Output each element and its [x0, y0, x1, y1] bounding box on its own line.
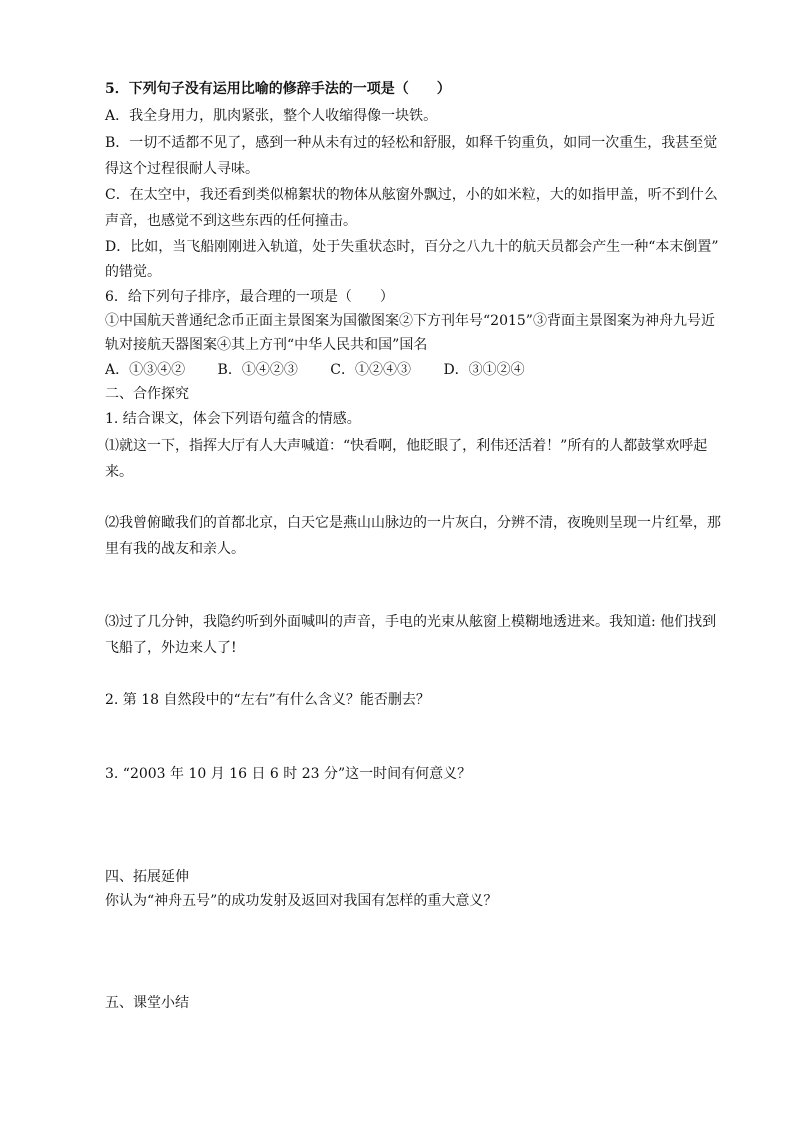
passage-3-cont: 飞船了，外边来人了! [105, 640, 237, 656]
question-5-option-a: A．我全身用力，肌肉紧张，整个人收缩得像一块铁。 [105, 108, 438, 124]
question-6-stem: 6．给下列句子排序，最合理的一项是（ ） [105, 289, 394, 305]
question-5-option-b: B．一切不适都不见了，感到一种从未有过的轻松和舒服，如释千钧重负，如同一次重生，我甚至觉 [105, 135, 718, 151]
section-5-title: 五、课堂小结 [105, 995, 189, 1011]
section-2-question-3: 3. “2003 年 10 月 16 日 6 时 23 分”这一时间有何意义？ [105, 766, 472, 782]
question-5-option-b-cont: 得这个过程很耐人寻味。 [105, 161, 259, 177]
question-6-options: A．①③④② B．①④②③ C．①②④③ D．③①②④ [105, 362, 525, 378]
question-5-stem: 5．下列句子没有运用比喻的修辞手法的一项是（ ） [105, 81, 451, 97]
passage-2-cont: 里有我的战友和亲人。 [105, 541, 245, 557]
question-6-sentences-cont: 轨对接航天器图案④其上方刊“中华人民共和国”国名 [105, 337, 428, 353]
section-4-title: 四、拓展延伸 [105, 869, 189, 885]
question-6-sentences: ①中国航天普通纪念币正面主景图案为国徽图案②下方刊年号“2015”③背面主景图案为神舟九号近 [105, 313, 715, 329]
section-4-question: 你认为“神舟五号”的成功发射及返回对我国有怎样的重大意义？ [105, 893, 498, 909]
question-5-option-c: C．在太空中，我还看到类似棉絮状的物体从舷窗外飘过，小的如米粒，大的如指甲盖，听不到什么 [105, 187, 718, 203]
passage-2: ⑵我曾俯瞰我们的首都北京，白天它是燕山山脉边的一片灰白，分辨不清，夜晚则呈现一片红晕，那 [105, 515, 721, 531]
section-2-question-2: 2. 第 18 自然段中的“左右”有什么含义？能否删去？ [105, 692, 430, 708]
passage-1-cont: 来。 [105, 464, 133, 480]
question-5-option-d-cont: 的错觉。 [105, 264, 161, 280]
passage-1: ⑴就这一下，指挥大厅有人大声喊道：“快看啊，他眨眼了，利伟还活着！”所有的人都鼓掌欢呼起 [105, 438, 708, 454]
section-2-question-1: 1. 结合课文，体会下列语句蕴含的情感。 [105, 411, 361, 427]
question-5-option-c-cont: 声音，也感觉不到这些东西的任何撞击。 [105, 213, 357, 229]
section-2-title: 二、合作探究 [105, 386, 189, 402]
question-5-option-d: D．比如，当飞船刚刚进入轨道，处于失重状态时，百分之八九十的航天员都会产生一种“本末倒置” [105, 239, 719, 255]
passage-3: ⑶过了几分钟，我隐约听到外面喊叫的声音，手电的光束从舷窗上模糊地透进来。我知道: 他们找到 [105, 614, 717, 630]
